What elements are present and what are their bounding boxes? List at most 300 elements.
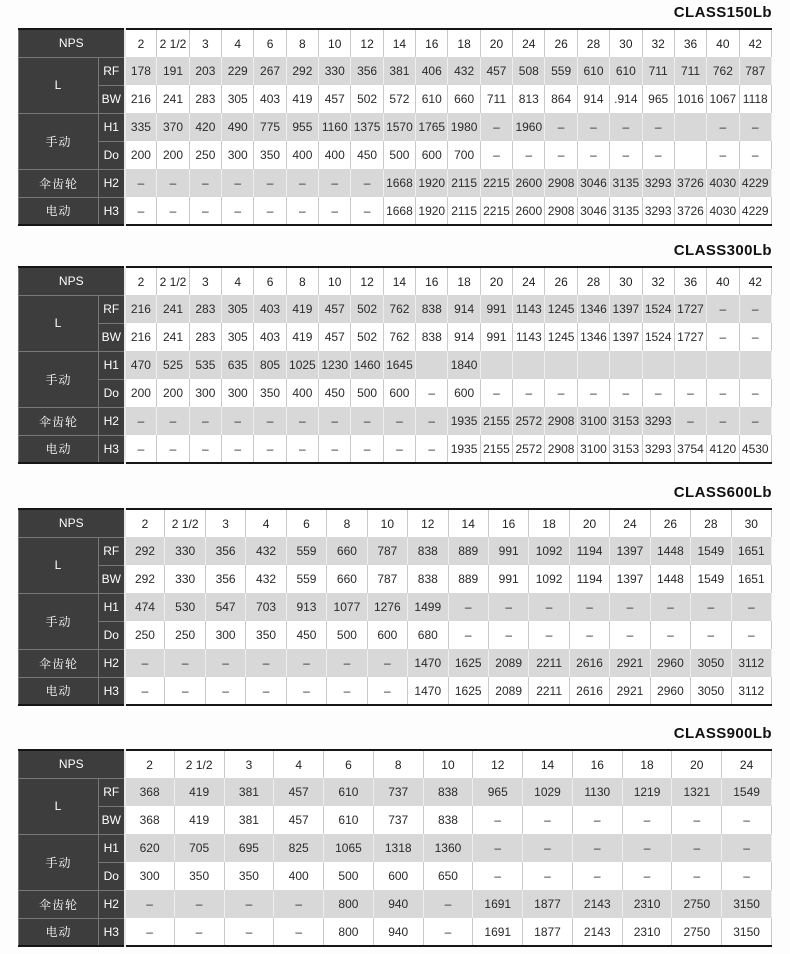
table-row [19, 565, 772, 593]
value-cell: 1727 [674, 295, 706, 323]
value-cell: 600 [448, 379, 480, 407]
value-cell: 300 [205, 621, 245, 649]
nps-size-cell: 6 [324, 750, 374, 778]
value-cell: 600 [383, 379, 415, 407]
nps-size-cell: 24 [722, 750, 772, 778]
value-cell: – [622, 806, 672, 834]
value-cell: – [674, 379, 706, 407]
value-cell: 1077 [327, 593, 367, 621]
nps-size-cell: 16 [572, 750, 622, 778]
value-cell: 1877 [523, 890, 573, 918]
value-cell: 4030 [707, 197, 739, 225]
dimension-tables-container [18, 2, 772, 947]
value-cell: 2310 [622, 890, 672, 918]
nps-size-cell: 4 [246, 509, 286, 537]
value-cell: 1980 [448, 113, 480, 141]
value-cell: 3153 [610, 407, 642, 435]
nps-size-cell: 40 [707, 267, 739, 295]
row-key-label: H1 [99, 351, 125, 379]
value-cell: – [125, 435, 157, 463]
value-cell: 1346 [577, 323, 609, 351]
value-cell: – [513, 141, 545, 169]
value-cell: 1625 [448, 677, 488, 705]
value-cell: 381 [224, 806, 274, 834]
value-cell: – [707, 141, 739, 169]
value-cell: – [739, 379, 771, 407]
table-row [19, 169, 772, 197]
value-cell: 559 [286, 565, 326, 593]
value-cell: – [125, 169, 157, 197]
value-cell: 1143 [513, 323, 545, 351]
value-cell: – [622, 862, 672, 890]
value-cell: – [157, 435, 189, 463]
row-group-label: 电动 [19, 197, 99, 225]
value-cell: 2143 [572, 918, 622, 946]
nps-size-cell: 24 [610, 509, 650, 537]
value-cell: – [383, 435, 415, 463]
table-row [19, 918, 772, 946]
value-cell: 200 [125, 379, 157, 407]
value-cell: 403 [254, 323, 286, 351]
value-cell: – [448, 593, 488, 621]
row-key-label: H3 [99, 197, 125, 225]
row-group-label: 手动 [19, 834, 99, 890]
dimension-table [18, 28, 772, 226]
value-cell: – [642, 141, 674, 169]
value-cell: 660 [327, 565, 367, 593]
table-row [19, 407, 772, 435]
value-cell: 419 [174, 778, 224, 806]
value-cell: 368 [125, 778, 175, 806]
value-cell: 1065 [324, 834, 374, 862]
value-cell: – [224, 890, 274, 918]
nps-size-cell: 18 [448, 267, 480, 295]
row-key-label: BW [99, 323, 125, 351]
value-cell: 2211 [529, 677, 569, 705]
value-cell: 800 [324, 890, 374, 918]
value-cell: 500 [351, 379, 383, 407]
table-row [19, 85, 772, 113]
class-table-section [18, 2, 772, 226]
value-cell: 2310 [622, 918, 672, 946]
value-cell: 3293 [642, 169, 674, 197]
value-cell: 1460 [351, 351, 383, 379]
value-cell: 711 [480, 85, 512, 113]
value-cell: – [286, 169, 318, 197]
value-cell: 4030 [707, 169, 739, 197]
value-cell: 3100 [577, 435, 609, 463]
table-row [19, 677, 772, 705]
value-cell: – [722, 834, 772, 862]
value-cell: – [286, 407, 318, 435]
nps-size-cell: 18 [622, 750, 672, 778]
value-cell: 2215 [480, 197, 512, 225]
value-cell: 330 [165, 537, 205, 565]
value-cell: 572 [383, 85, 415, 113]
nps-header-row [19, 29, 772, 57]
nps-size-cell: 14 [383, 267, 415, 295]
value-cell: 1549 [722, 778, 772, 806]
value-cell: 216 [125, 85, 157, 113]
value-cell [416, 351, 448, 379]
nps-size-cell: 20 [569, 509, 609, 537]
value-cell: 991 [488, 537, 528, 565]
nps-size-cell: 14 [383, 29, 415, 57]
value-cell: 2115 [448, 197, 480, 225]
value-cell: – [254, 407, 286, 435]
nps-size-cell: 42 [739, 29, 771, 57]
value-cell: – [545, 113, 577, 141]
value-cell: – [286, 649, 326, 677]
value-cell: – [513, 379, 545, 407]
value-cell: 419 [174, 806, 224, 834]
value-cell: 419 [286, 323, 318, 351]
value-cell: – [577, 379, 609, 407]
value-cell: 1691 [473, 918, 523, 946]
value-cell: – [523, 862, 573, 890]
value-cell: 350 [254, 141, 286, 169]
value-cell: 1651 [731, 537, 771, 565]
nps-size-cell: 3 [189, 267, 221, 295]
nps-size-cell: 32 [642, 29, 674, 57]
table-row [19, 351, 772, 379]
value-cell: – [642, 113, 674, 141]
value-cell: 3293 [642, 407, 674, 435]
value-cell: 2089 [488, 677, 528, 705]
value-cell: 1549 [691, 537, 731, 565]
value-cell: 241 [157, 85, 189, 113]
row-key-label: BW [99, 806, 125, 834]
value-cell: – [222, 169, 254, 197]
value-cell: 3754 [674, 435, 706, 463]
value-cell: 2921 [610, 677, 650, 705]
value-cell: 559 [286, 537, 326, 565]
nps-size-cell: 40 [707, 29, 739, 57]
value-cell: 705 [174, 834, 224, 862]
value-cell: 1877 [523, 918, 573, 946]
value-cell: – [473, 862, 523, 890]
value-cell: 1092 [529, 565, 569, 593]
nps-size-cell: 2 1/2 [174, 750, 224, 778]
value-cell: 305 [222, 323, 254, 351]
value-cell: 940 [373, 890, 423, 918]
value-cell: – [523, 834, 573, 862]
nps-size-cell: 20 [672, 750, 722, 778]
value-cell: 1397 [610, 323, 642, 351]
nps-size-cell: 30 [610, 267, 642, 295]
row-group-label: L [19, 537, 99, 593]
row-key-label: RF [99, 778, 125, 806]
row-key-label: Do [99, 379, 125, 407]
value-cell: 4229 [739, 169, 771, 197]
value-cell: – [577, 141, 609, 169]
value-cell: – [157, 197, 189, 225]
value-cell: 191 [157, 57, 189, 85]
table-row [19, 113, 772, 141]
row-group-label: 伞齿轮 [19, 649, 99, 677]
value-cell [739, 351, 771, 379]
value-cell: – [367, 649, 407, 677]
row-group-label: 电动 [19, 918, 99, 946]
value-cell: 547 [205, 593, 245, 621]
nps-size-cell: 16 [416, 267, 448, 295]
value-cell: 864 [545, 85, 577, 113]
value-cell: – [569, 593, 609, 621]
table-row [19, 649, 772, 677]
dimension-table [18, 749, 772, 947]
value-cell: – [286, 435, 318, 463]
value-cell: 432 [448, 57, 480, 85]
value-cell: – [739, 295, 771, 323]
value-cell: 635 [222, 351, 254, 379]
value-cell: – [125, 649, 165, 677]
nps-size-cell: 2 1/2 [157, 267, 189, 295]
value-cell: 695 [224, 834, 274, 862]
value-cell: 2750 [672, 918, 722, 946]
value-cell: – [254, 435, 286, 463]
nps-header-label: NPS [19, 750, 125, 778]
nps-size-cell: 2 [125, 750, 175, 778]
nps-size-cell: 4 [222, 29, 254, 57]
row-key-label: RF [99, 57, 125, 85]
value-cell: 250 [125, 621, 165, 649]
nps-size-cell: 10 [367, 509, 407, 537]
row-key-label: H1 [99, 834, 125, 862]
row-group-label: 电动 [19, 677, 99, 705]
table-row [19, 834, 772, 862]
value-cell: 3150 [722, 918, 772, 946]
dimension-table [18, 508, 772, 706]
value-cell: 2155 [480, 435, 512, 463]
value-cell: – [416, 435, 448, 463]
value-cell: 700 [448, 141, 480, 169]
value-cell: 991 [480, 323, 512, 351]
nps-size-cell: 30 [610, 29, 642, 57]
row-key-label: H2 [99, 890, 125, 918]
nps-size-cell: 8 [327, 509, 367, 537]
value-cell: 305 [222, 85, 254, 113]
value-cell: – [125, 677, 165, 705]
value-cell: – [610, 113, 642, 141]
value-cell: – [672, 834, 722, 862]
value-cell: 737 [373, 778, 423, 806]
value-cell: 838 [423, 806, 473, 834]
table-row [19, 537, 772, 565]
value-cell: 1276 [367, 593, 407, 621]
value-cell: – [189, 169, 221, 197]
nps-header-label: NPS [19, 29, 125, 57]
value-cell: 292 [286, 57, 318, 85]
table-title: CLASS600Lb [673, 484, 772, 501]
value-cell: 762 [383, 323, 415, 351]
value-cell: 600 [416, 141, 448, 169]
value-cell: 1029 [523, 778, 573, 806]
value-cell: – [545, 379, 577, 407]
nps-size-cell: 3 [224, 750, 274, 778]
value-cell: – [224, 918, 274, 946]
value-cell: 1727 [674, 323, 706, 351]
value-cell: 300 [189, 379, 221, 407]
value-cell: 3046 [577, 197, 609, 225]
value-cell: 1130 [572, 778, 622, 806]
nps-size-cell: 3 [205, 509, 245, 537]
value-cell: 955 [286, 113, 318, 141]
nps-header-label: NPS [19, 509, 125, 537]
nps-size-cell: 12 [473, 750, 523, 778]
value-cell: 300 [222, 141, 254, 169]
value-cell: 4229 [739, 197, 771, 225]
value-cell: 403 [254, 85, 286, 113]
nps-size-cell: 2 [125, 29, 157, 57]
nps-size-cell: 28 [691, 509, 731, 537]
value-cell: 3150 [722, 890, 772, 918]
value-cell: – [157, 407, 189, 435]
nps-size-cell: 28 [577, 29, 609, 57]
value-cell: 283 [189, 85, 221, 113]
value-cell: 1448 [650, 565, 690, 593]
nps-size-cell: 28 [577, 267, 609, 295]
value-cell: 838 [416, 295, 448, 323]
nps-size-cell: 36 [674, 29, 706, 57]
value-cell: 1375 [351, 113, 383, 141]
value-cell: 737 [373, 806, 423, 834]
table-row [19, 778, 772, 806]
value-cell: 660 [448, 85, 480, 113]
row-group-label: L [19, 57, 99, 113]
value-cell: – [157, 169, 189, 197]
value-cell: 1625 [448, 649, 488, 677]
row-key-label: H3 [99, 435, 125, 463]
value-cell [674, 351, 706, 379]
value-cell [513, 351, 545, 379]
nps-size-cell: 14 [448, 509, 488, 537]
value-cell: 200 [157, 141, 189, 169]
value-cell: 1321 [672, 778, 722, 806]
value-cell: 1219 [622, 778, 672, 806]
value-cell: 300 [222, 379, 254, 407]
row-group-label: 电动 [19, 435, 99, 463]
table-row [19, 621, 772, 649]
nps-size-cell: 24 [513, 267, 545, 295]
value-cell: 2960 [650, 677, 690, 705]
value-cell: 229 [222, 57, 254, 85]
value-cell: – [610, 141, 642, 169]
value-cell: – [319, 169, 351, 197]
value-cell: – [722, 862, 772, 890]
value-cell: – [739, 113, 771, 141]
value-cell [674, 113, 706, 141]
value-cell: – [367, 677, 407, 705]
row-key-label: H1 [99, 113, 125, 141]
value-cell: 800 [324, 918, 374, 946]
value-cell: 500 [327, 621, 367, 649]
value-cell: – [254, 197, 286, 225]
value-cell: – [650, 621, 690, 649]
value-cell: – [327, 677, 367, 705]
nps-header-row [19, 750, 772, 778]
value-cell: – [674, 407, 706, 435]
value-cell: 292 [125, 565, 165, 593]
value-cell: – [610, 593, 650, 621]
value-cell: 1920 [416, 197, 448, 225]
row-key-label: Do [99, 621, 125, 649]
value-cell: 3726 [674, 197, 706, 225]
value-cell: 178 [125, 57, 157, 85]
nps-size-cell: 20 [480, 267, 512, 295]
value-cell: 838 [423, 778, 473, 806]
value-cell: 914 [448, 295, 480, 323]
value-cell: 2750 [672, 890, 722, 918]
value-cell: – [174, 890, 224, 918]
value-cell: 559 [545, 57, 577, 85]
value-cell: 775 [254, 113, 286, 141]
value-cell: 3293 [642, 197, 674, 225]
value-cell: .914 [610, 85, 642, 113]
value-cell: – [319, 197, 351, 225]
nps-size-cell: 36 [674, 267, 706, 295]
nps-size-cell: 26 [545, 267, 577, 295]
value-cell: 610 [324, 778, 374, 806]
value-cell: 3135 [610, 197, 642, 225]
value-cell: – [448, 621, 488, 649]
value-cell: 1318 [373, 834, 423, 862]
value-cell: 1230 [319, 351, 351, 379]
value-cell: 610 [577, 57, 609, 85]
value-cell [545, 351, 577, 379]
value-cell: – [529, 621, 569, 649]
value-cell: 330 [165, 565, 205, 593]
value-cell: 1935 [448, 435, 480, 463]
value-cell: – [351, 435, 383, 463]
value-cell: 457 [274, 806, 324, 834]
value-cell: 500 [324, 862, 374, 890]
value-cell: 1360 [423, 834, 473, 862]
value-cell: 762 [707, 57, 739, 85]
value-cell: 419 [286, 295, 318, 323]
value-cell: 400 [319, 141, 351, 169]
row-key-label: BW [99, 565, 125, 593]
value-cell: 406 [416, 57, 448, 85]
value-cell: 787 [739, 57, 771, 85]
value-cell: 1067 [707, 85, 739, 113]
row-key-label: RF [99, 295, 125, 323]
row-group-label: 伞齿轮 [19, 890, 99, 918]
value-cell: 1570 [383, 113, 415, 141]
class-table-section [18, 482, 772, 706]
value-cell: 356 [351, 57, 383, 85]
value-cell [610, 351, 642, 379]
nps-size-cell: 26 [545, 29, 577, 57]
value-cell: 470 [125, 351, 157, 379]
nps-size-cell: 20 [480, 29, 512, 57]
value-cell: 660 [327, 537, 367, 565]
row-key-label: H2 [99, 649, 125, 677]
value-cell: – [274, 890, 324, 918]
value-cell: – [488, 621, 528, 649]
value-cell: 3153 [610, 435, 642, 463]
value-cell: – [545, 141, 577, 169]
value-cell: 2215 [480, 169, 512, 197]
value-cell: – [351, 169, 383, 197]
table-row [19, 890, 772, 918]
value-cell: 991 [488, 565, 528, 593]
value-cell: – [480, 113, 512, 141]
row-key-label: H2 [99, 169, 125, 197]
nps-size-cell: 3 [189, 29, 221, 57]
table-title: CLASS300Lb [673, 242, 772, 259]
value-cell: 300 [125, 862, 175, 890]
nps-size-cell: 6 [286, 509, 326, 537]
